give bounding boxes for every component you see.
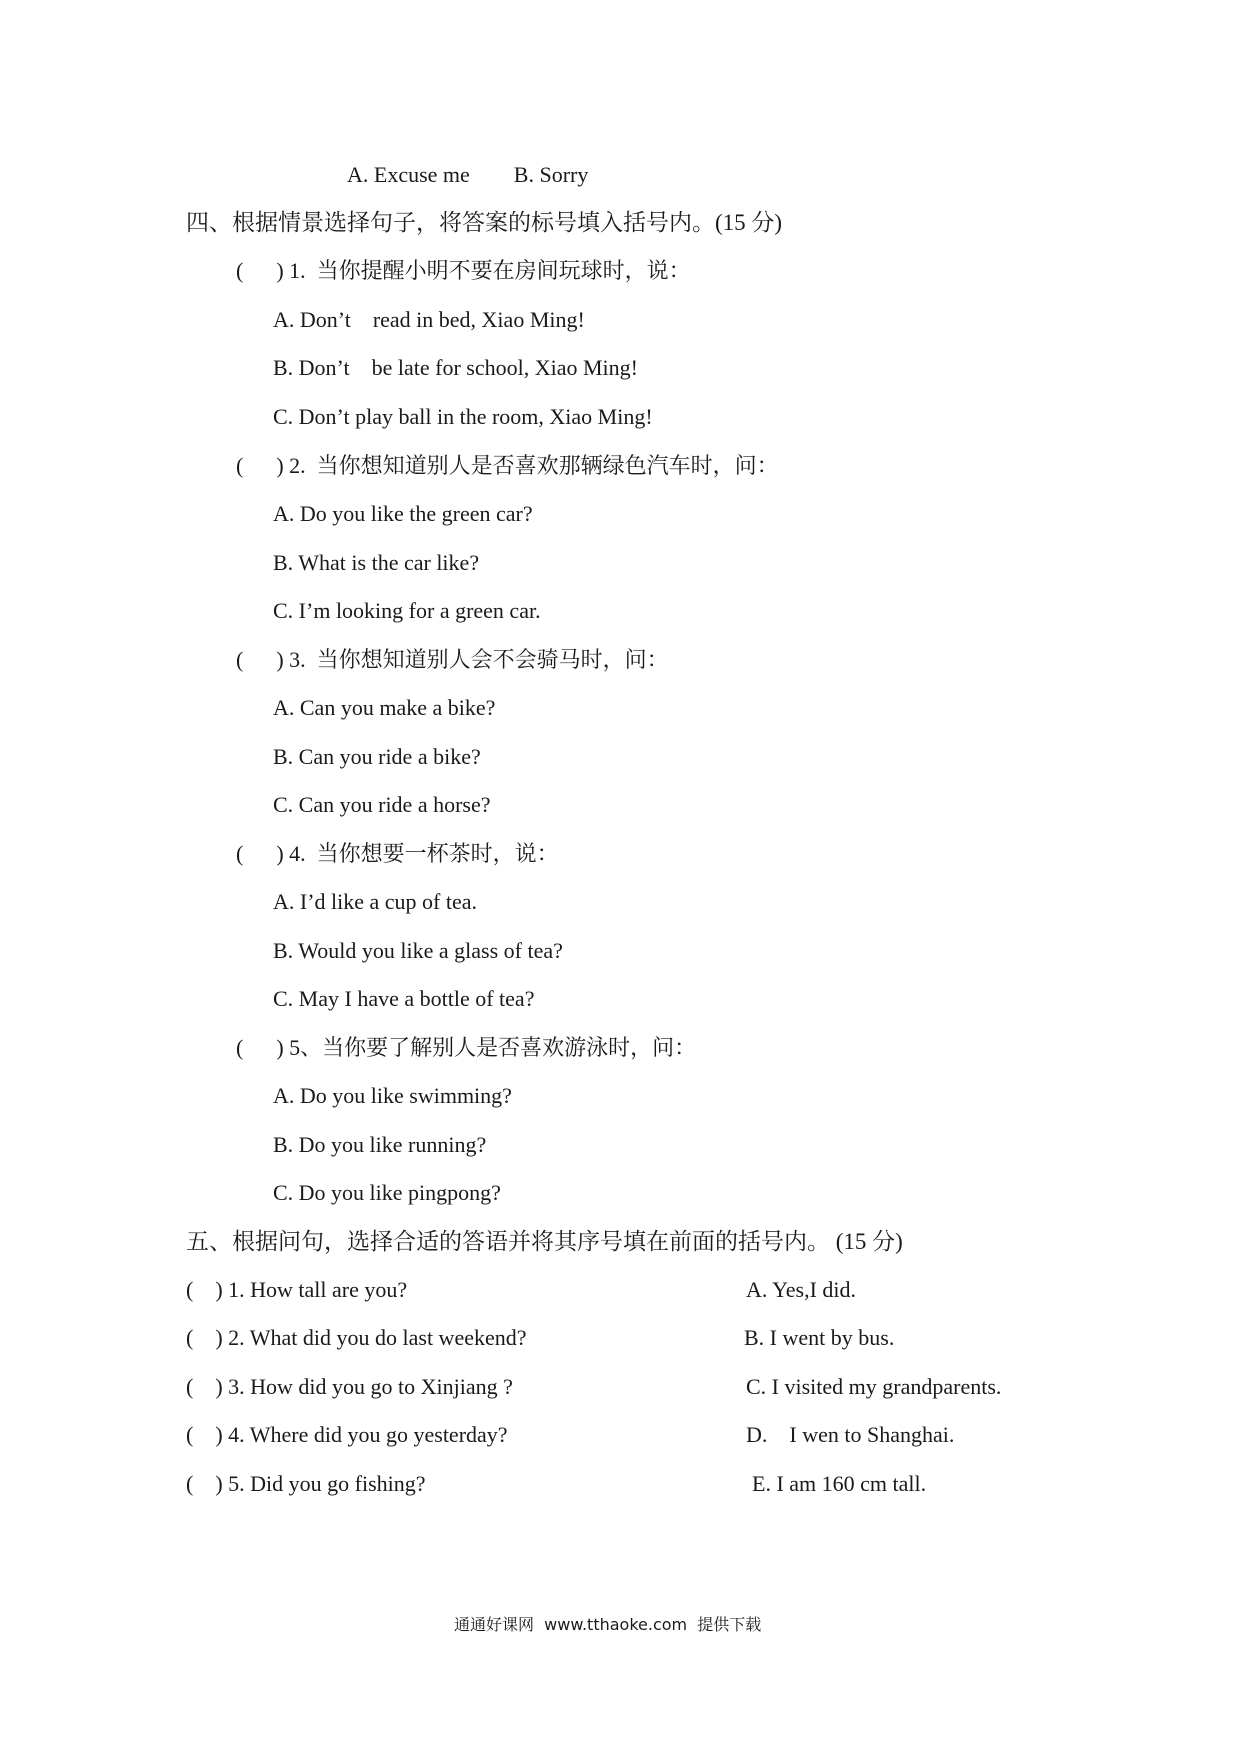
section-5-q3: ( ) 3. How did you go to Xinjiang ? — [186, 1374, 513, 1399]
section-5-answer-b: B. I went by bus. — [744, 1325, 895, 1350]
section-4-q5-option-c: C. Do you like pingpong? — [273, 1180, 501, 1205]
section-4-q2-option-c: C. I’m looking for a green car. — [273, 598, 541, 623]
section-4-q3-option-a: A. Can you make a bike? — [273, 695, 496, 720]
section-4-q5-option-a: A. Do you like swimming? — [273, 1083, 512, 1108]
section-4-q5-option-b: B. Do you like running? — [273, 1132, 487, 1157]
section-4-q2-option-b: B. What is the car like? — [273, 550, 480, 575]
section-5-answer-e: E. I am 160 cm tall. — [752, 1471, 927, 1496]
section-4-q5-stem: ( ) 5、当你要了解别人是否喜欢游泳时，问： — [236, 1035, 697, 1060]
section-5-q1: ( ) 1. How tall are you? — [186, 1277, 408, 1302]
section-4-q1-option-a: A. Don’t read in bed, Xiao Ming! — [273, 307, 585, 332]
section-4-heading: 四、根据情景选择句子，将答案的标号填入括号内。(15 分) — [186, 210, 783, 235]
section-5-answer-d: D. I wen to Shanghai. — [746, 1422, 955, 1447]
section-5-q2: ( ) 2. What did you do last weekend? — [186, 1325, 527, 1350]
section-4-q4-stem: ( ) 4. 当你想要一杯茶时，说： — [236, 841, 559, 866]
section-5-q5: ( ) 5. Did you go fishing? — [186, 1471, 426, 1496]
section-4-q1-option-c: C. Don’t play ball in the room, Xiao Ming! — [273, 404, 653, 429]
section-5-answer-c: C. I visited my grandparents. — [746, 1374, 1002, 1399]
section-4-q4-option-b: B. Would you like a glass of tea? — [273, 938, 563, 963]
section-4-q3-stem: ( ) 3. 当你想知道别人会不会骑马时，问： — [236, 647, 669, 672]
previous-question-options: A. Excuse me B. Sorry — [347, 162, 589, 187]
footer-source: 通通好课网 www.tthaoke.com 提供下载 — [454, 1615, 762, 1634]
section-5-q4: ( ) 4. Where did you go yesterday? — [186, 1422, 508, 1447]
section-4-q1-stem: ( ) 1. 当你提醒小明不要在房间玩球时，说： — [236, 258, 691, 283]
section-4-q4-option-c: C. May I have a bottle of tea? — [273, 986, 535, 1011]
section-4-q3-option-b: B. Can you ride a bike? — [273, 744, 481, 769]
section-4-q4-option-a: A. I’d like a cup of tea. — [273, 889, 478, 914]
section-4-q2-stem: ( ) 2. 当你想知道别人是否喜欢那辆绿色汽车时，问： — [236, 453, 779, 478]
section-4-q2-option-a: A. Do you like the green car? — [273, 501, 533, 526]
section-5-answer-a: A. Yes,I did. — [746, 1277, 857, 1302]
section-4-q3-option-c: C. Can you ride a horse? — [273, 792, 491, 817]
section-4-q1-option-b: B. Don’t be late for school, Xiao Ming! — [273, 355, 638, 380]
section-5-heading: 五、根据问句，选择合适的答语并将其序号填在前面的括号内。 (15 分) — [186, 1229, 903, 1254]
